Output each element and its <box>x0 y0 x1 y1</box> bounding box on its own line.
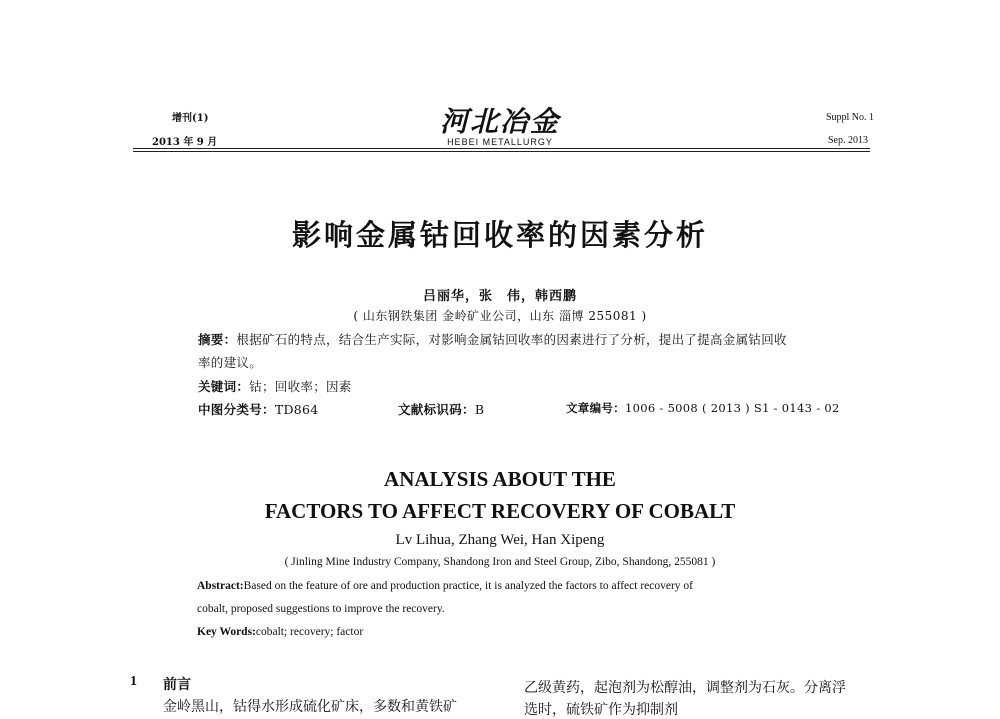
journal-issue-cn: 增刊(1) <box>172 113 209 124</box>
authors-en: Lv Lihua, Zhang Wei, Han Xipeng <box>395 532 605 548</box>
paper-title-en-line1: ANALYSIS ABOUT THE <box>384 467 616 491</box>
header-rule <box>133 148 870 149</box>
clc-number <box>198 400 319 418</box>
paper-title-cn: 影响金属钴回收率的因素分析 <box>291 218 708 252</box>
journal-date-cn: 2013 年 9 月 <box>152 137 218 148</box>
keywords-en-label: Key Words: <box>197 626 256 638</box>
abstract-en-label: Abstract: <box>197 580 244 592</box>
clc-value: TD864 <box>274 402 319 417</box>
body-right-line2: 选时，硫铁矿作为抑制剂 <box>524 702 678 718</box>
header-rule-thin <box>133 151 870 152</box>
body-left-line: 金岭黑山，钴得水形成硫化矿床，多数和黄铁矿 <box>163 699 457 715</box>
keywords-en <box>197 626 363 638</box>
abstract-en-line1 <box>197 580 693 592</box>
authors-cn: 吕丽华，张 伟，韩西鹏 <box>422 289 577 304</box>
journal-date-en: Sep. 2013 <box>828 135 868 146</box>
affiliation-en: ( Jinling Mine Industry Company, Shandong Iron and Steel Group, Zibo, Shandong, 255081 ) <box>284 556 716 568</box>
body-right-line1: 乙级黄药，起泡剂为松醇油，调整剂为石灰。分离浮 <box>524 680 846 696</box>
article-number-value: 1006 - 5008 ( 2013 ) S1 - 0143 - 02 <box>625 401 840 415</box>
keywords-cn <box>198 377 352 395</box>
journal-title-cn: 河北冶金 <box>439 105 560 138</box>
keywords-en-text: cobalt; recovery; factor <box>255 626 364 638</box>
section-title: 前言 <box>163 677 191 693</box>
keywords-cn-label: 关键词： <box>198 379 250 394</box>
abstract-cn-line1 <box>198 330 787 348</box>
doc-code-value: B <box>474 402 485 417</box>
journal-title-en: HEBEI METALLURGY <box>447 137 553 147</box>
section-number: 1 <box>130 674 137 689</box>
abstract-cn-text1: 根据矿石的特点，结合生产实际，对影响金属钴回收率的因素进行了分析，提出了提高金属钴回收 <box>236 332 787 347</box>
doc-code-label: 文献标识码： <box>398 402 475 417</box>
abstract-cn-line2: 率的建议。 <box>198 355 263 370</box>
affiliation-cn: ( 山东钢铁集团 金岭矿业公司，山东 淄博 255081 ) <box>353 309 647 323</box>
journal-issue-en: Suppl No. 1 <box>825 112 874 123</box>
article-number <box>566 400 840 416</box>
abstract-en-text1: Based on the feature of ore and production practice, it is analyzed the factors to affect recovery of <box>243 580 693 592</box>
keywords-cn-text: 钴；回收率；因素 <box>249 379 352 394</box>
doc-code <box>398 400 484 418</box>
article-number-label: 文章编号： <box>566 401 625 415</box>
paper-title-en-line2: FACTORS TO AFFECT RECOVERY OF COBALT <box>264 499 736 523</box>
abstract-en-line2: cobalt, proposed suggestions to improve the recovery. <box>197 603 445 615</box>
abstract-cn-label: 摘要： <box>198 332 237 347</box>
clc-label: 中图分类号： <box>198 402 275 417</box>
